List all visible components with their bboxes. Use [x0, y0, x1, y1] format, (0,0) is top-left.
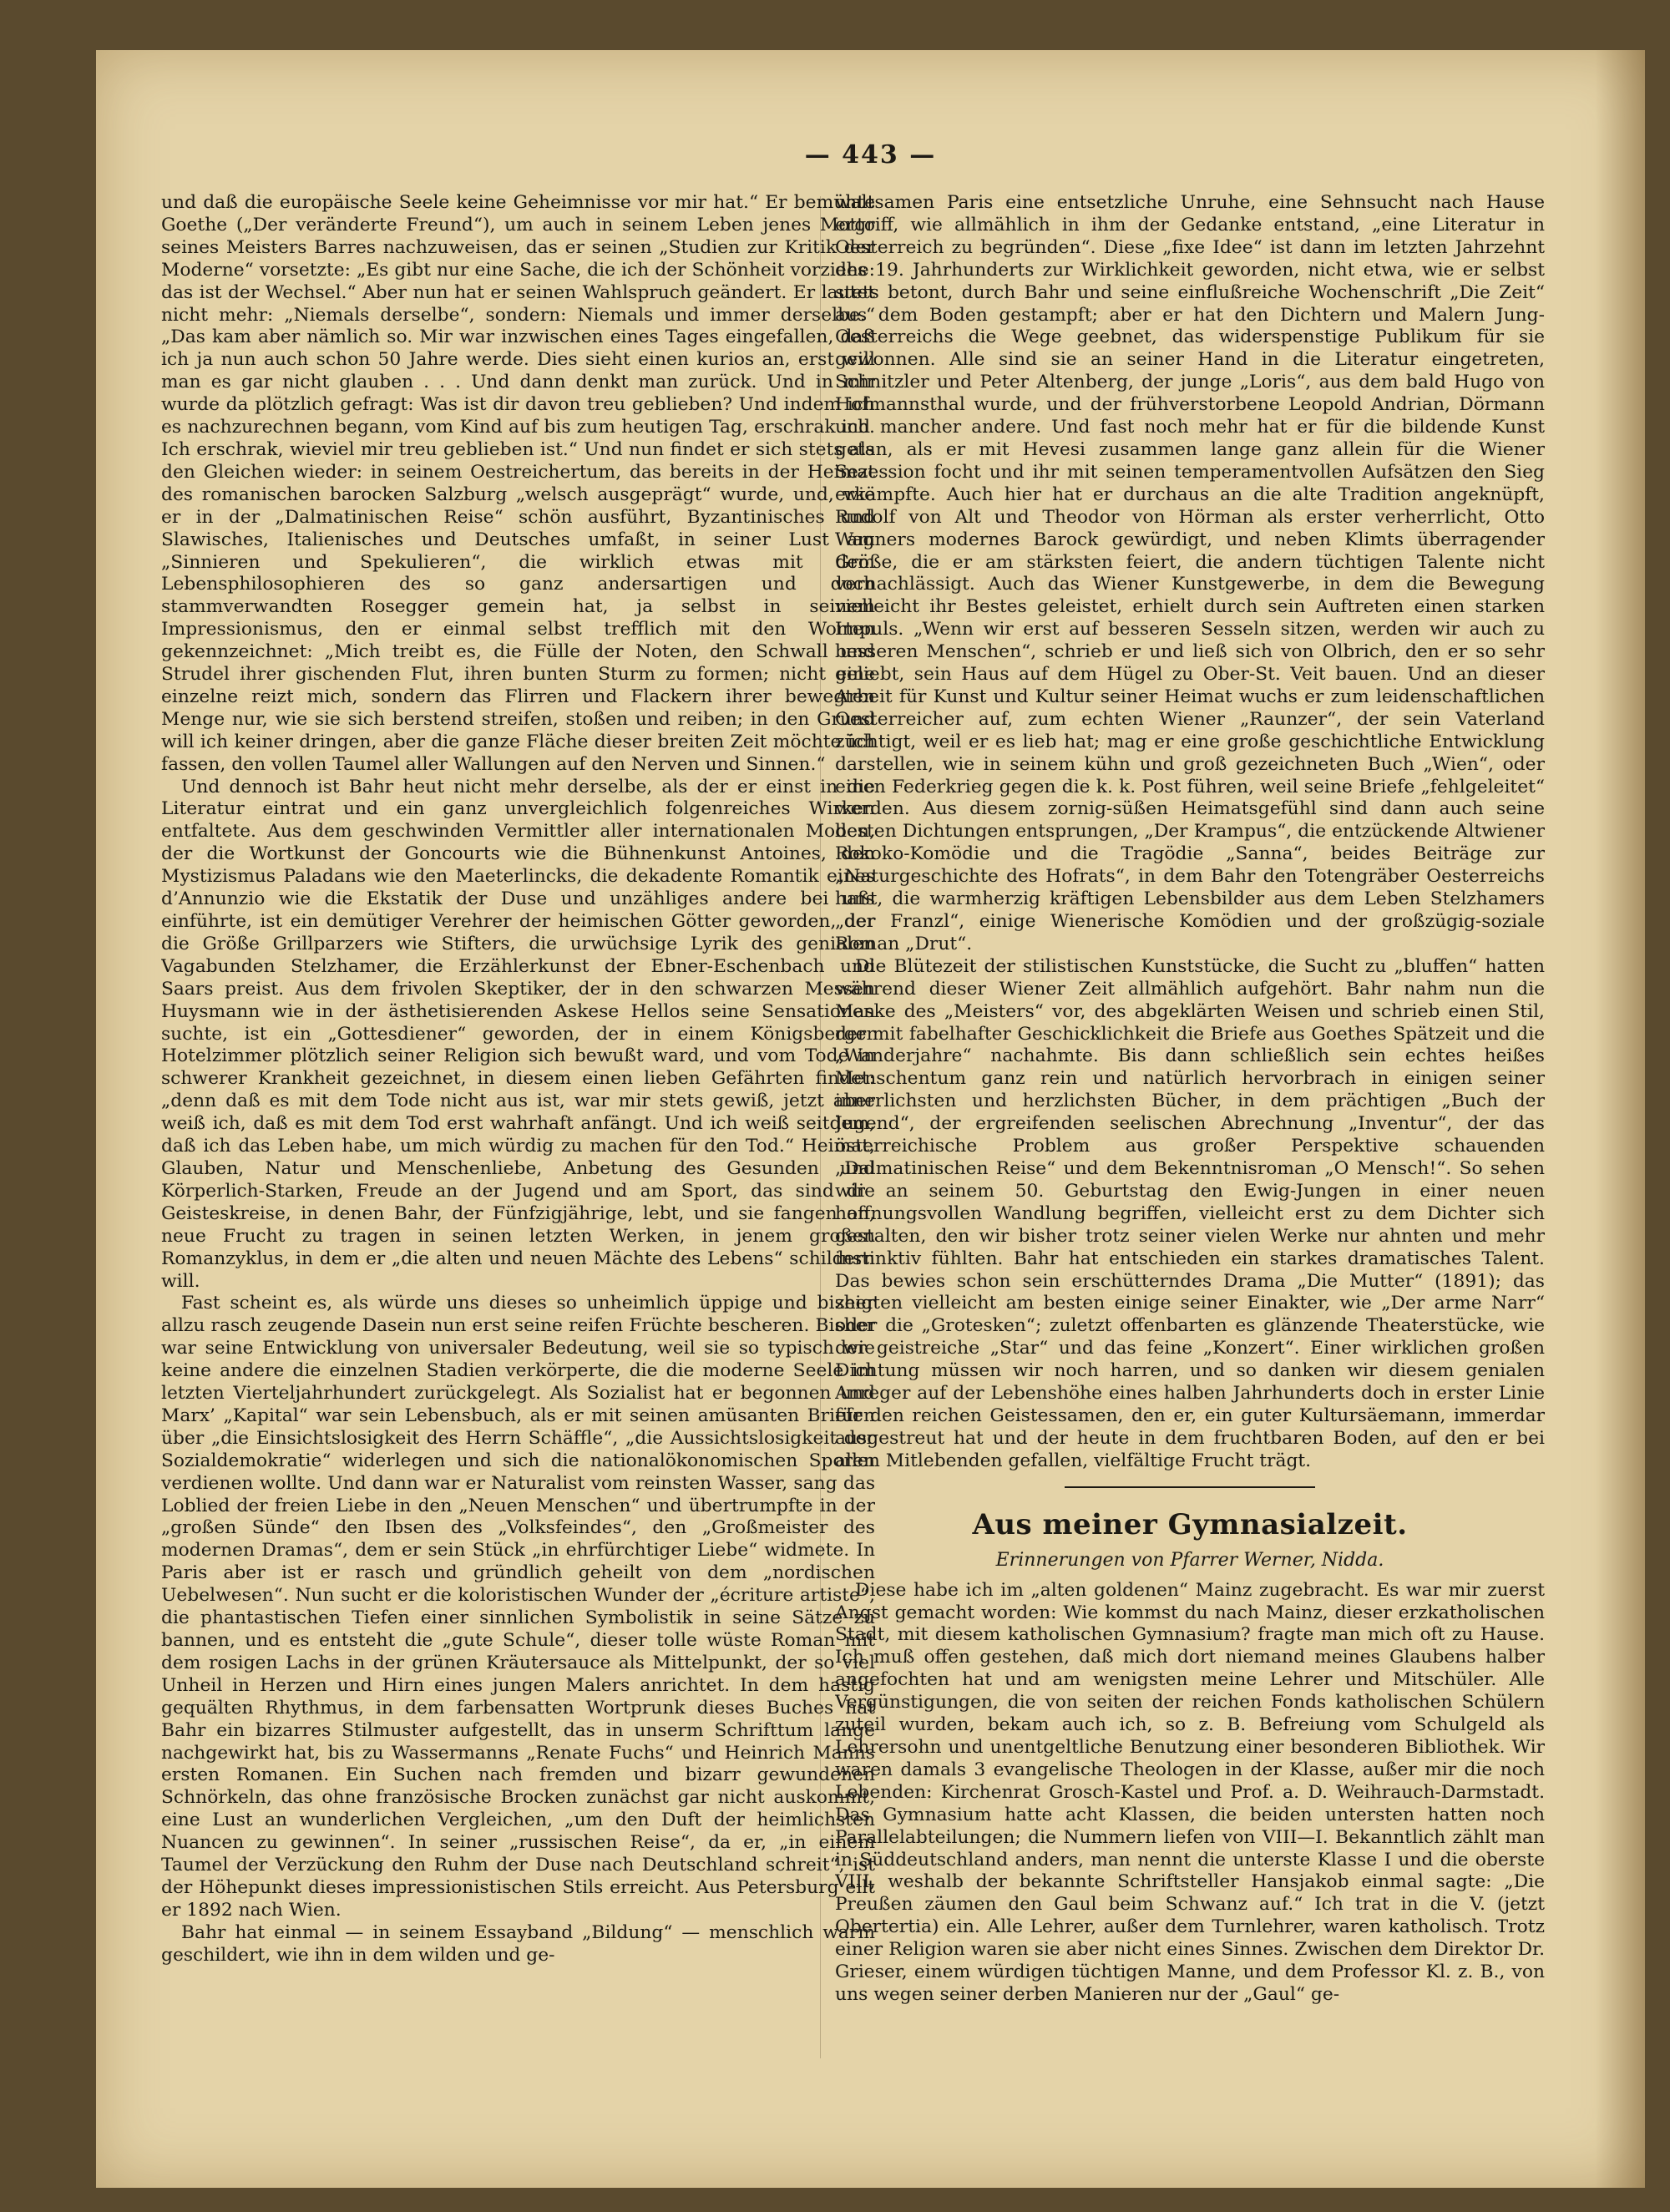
right-paragraph-2: Die Blütezeit der stilistischen Kunststücke, die Sucht zu „bluffen“ hatten während dieser Wiener Zeit allmählich aufgehört. Bahr nahm nun die Maske des „Meisters“ vor, des abgeklärten Weisen und schrieb einen Stil, der mit fabelhafter Geschicklichkeit die Briefe aus Goethes Spätzeit und die „Wanderjahre“ nachahmte. Bis dann schließlich sein echtes heißes Menschentum ganz rein und natürlich hervorbrach in einigen seiner innerlichsten und herzlichsten Bücher, in dem prächtigen „Buch der Jugend“, der ergreifenden seelischen Abrechnung „Inventur“, der das österreichische Problem aus großer Perspektive schauenden „Dalmatinischen Reise“ und dem Bekenntnisroman „O Mensch!“. So sehen wir an seinem 50. Geburtstag den Ewig-Jungen in einer neuen hoffnungsvollen Wandlung begriffen, vielleicht erst zu dem Dichter sich gestalten, den wir bisher trotz seiner vielen Werke nur ahnten und mehr instinktiv fühlten. Bahr hat entschieden ein starkes dramatisches Talent. Das bewies schon sein erschütterndes Drama „Die Mutter“ (1891); das zeigten vielleicht am besten einige seiner Einakter, wie „Der arme Narr“ oder die „Grotesken“; zuletzt offenbarten es glänzende Theaterstücke, wie der geistreiche „Star“ und das feine „Konzert“. Einer wirklichen großen Dichtung müssen wir noch harren, und so danken wir diesem genialen Anreger auf der Lebenshöhe eines halben Jahrhunderts doch in erster Linie für den reichen Geistessamen, den er, ein guter Kultursäemann, immerdar ausgestreut hat und der heute in dem fruchtbaren Boden, auf den er bei allen Mitlebenden gefallen, vielfältige Frucht trägt. — [835, 955, 1545, 1471]
left-paragraph-1: und daß die europäische Seele keine Geheimnisse vor mir hat.“ Er bemühte Goethe („Der veränderte Freund“), um auch in seinem Leben jenes Motto seines Meisters Barres nachzuweisen, das er seinen „Studien zur Kritik der Moderne“ vorsetzte: „Es gibt nur eine Sache, die ich der Schönheit vorziehe: das ist der Wechsel.“ Aber nun hat er seinen Wahlspruch geändert. Er lautet nicht mehr: „Niemals derselbe“, sondern: Niemals und immer derselbe.“ „Das kam aber nämlich so. Mir war inzwischen eines Tages eingefallen, daß ich ja nun auch schon 50 Jahre werde. Dies sieht einen kurios an, erst will man es gar nicht glauben . . . Und dann denkt man zurück. Und in mir wurde da plötzlich gefragt: Was ist dir davon treu geblieben? Und indem ich es nachzurechnen begann, vom Kind auf bis zum heutigen Tag, erschrak ich. Ich erschrak, wieviel mir treu geblieben ist.“ Und nun findet er sich stets als den Gleichen wieder: in seinem Oestreichertum, das bereits in der Heimat des romanischen barocken Salzburg „welsch ausgeprägt“ wurde, und, wie er in der „Dalmatinischen Reise“ schön ausführt, Byzantinisches und Slawisches, Italienisches und Deutsches umfaßt, in seiner Lust am „Sinnieren und Spekulieren“, die wirklich etwas mit dem Lebensphilosophieren des so ganz andersartigen und doch stammverwandten Rosegger gemein hat, ja selbst in seinem Impressionismus, den er einmal selbst trefflich mit den Worten gekennzeichnet: „Mich treibt es, die Fülle der Noten, den Schwall und Strudel ihrer gischenden Flut, ihren bunten Sturm zu formen; nicht eine einzelne reizt mich, sondern das Flirren und Flackern ihrer bewegten Menge nur, wie sie sich berstend streifen, stoßen und reiben; in den Grund will ich keiner dringen, aber die ganze Fläche dieser breiten Zeit möchte ich fassen, den vollen Taumel aller Wallungen auf den Nerven und Sinnen.“ — [161, 192, 875, 775]
left-paragraph-3: Fast scheint es, als würde uns dieses so unheimlich üppige und bisher allzu rasch zeugende Dasein nun erst seine reifen Früchte bescheren. Bisher war seine Entwicklung von universaler Bedeutung, weil sie so typisch wie keine andere die einzelnen Stadien verkörperte, die die moderne Seele im letzten Vierteljahrhundert zurückgelegt. Als Sozialist hat er begonnen und Marx’ „Kapital“ war sein Lebensbuch, als er mit seinen amüsanten Briefen über „die Einsichtslosigkeit des Herrn Schäffle“, „die Aussichtslosigkeit der Sozialdemokratie“ widerlegen und sich die nationalökonomischen Sporen verdienen wollte. Und dann war er Naturalist vom reinsten Wasser, sang das Loblied der freien Liebe in den „Neuen Menschen“ und übertrumpfte in der „großen Sünde“ den Ibsen des „Volksfeindes“, den „Großmeister des modernen Dramas“, dem er sein Stück „in ehrfürchtiger Liebe“ widmete. In Paris aber ist er rasch und gründlich geheilt von dem „nordischen Uebelwesen“. Nun sucht er die koloristischen Wunder der „écriture artiste“, die phantastischen Tiefen einer sinnlichen Symbolistik in seine Sätze zu bannen, und es entsteht die „gute Schule“, dieser tolle wüste Roman mit dem rosigen Lachs in der grünen Kräutersauce als Mittelpunkt, der so viel Unheil in Herzen und Hirn eines jungen Malers anrichtet. In dem hastig gequälten Rhythmus, in dem farbensatten Wortprunk dieses Buches hat Bahr ein bizarres Stilmuster aufgestellt, das in unserm Schrifttum lange nachgewirkt hat, bis zu Wassermanns „Renate Fuchs“ und Heinrich Manns ersten Romanen. Ein Suchen nach fremden und bizarr gewundenen Schnörkeln, das ohne französische Brocken zunächst gar nicht auskommt, eine Lust an wunderlichen Vergleichen, „um den Duft der heimlichsten Nuancen zu gewinnen“. In seiner „russischen Reise“, da er, „in einem Taumel der Verzückung den Ruhm der Duse nach Deutschland schreit“, ist der Höhepunkt dieses impressionistischen Stils erreicht. Aus Petersburg eilt er 1892 nach Wien. — [161, 1293, 875, 1921]
newspaper-page — [96, 50, 1645, 2188]
right-paragraph-1: waltsamen Paris eine entsetzliche Unruhe, eine Sehnsucht nach Hause ergriff, wie allmählich in ihm der Gedanke entstand, „eine Literatur in Oesterreich zu begründen“. Diese „fixe Idee“ ist dann im letzten Jahrzehnt des 19. Jahrhunderts zur Wirklichkeit geworden, nicht etwa, wie er selbst stets betont, durch Bahr und seine einflußreiche Wochenschrift „Die Zeit“ aus dem Boden gestampft; aber er hat den Dichtern und Malern Jung-Oesterreichs die Wege geebnet, das widerspenstige Publikum für sie gewonnen. Alle sind sie an seiner Hand in die Literatur eingetreten, Schnitzler und Peter Altenberg, der junge „Loris“, aus dem bald Hugo von Hofmannsthal wurde, und der frühverstorbene Leopold Andrian, Dörmann und mancher andere. Und fast noch mehr hat er für die bildende Kunst getan, als er mit Hevesi zusammen lange ganz allein für die Wiener Sezession focht und ihr mit seinen temperamentvollen Aufsätzen den Sieg erkämpfte. Auch hier hat er durchaus an die alte Tradition angeknüpft, Rudolf von Alt und Theodor von Hörman als erster verherrlicht, Otto Wagners modernes Barock gewürdigt, und neben Klimts überragender Größe, die er am stärksten feiert, die andern tüchtigen Talente nicht vernachlässigt. Auch das Wiener Kunstgewerbe, in dem die Bewegung vielleicht ihr Bestes geleistet, erhielt durch sein Auftreten einen starken Impuls. „Wenn wir erst auf besseren Sesseln sitzen, werden wir auch zu besseren Menschen“, schrieb er und ließ sich von Olbrich, den er so sehr geliebt, sein Haus auf dem Hügel zu Ober-St. Veit bauen. Und an dieser Arbeit für Kunst und Kultur seiner Heimat wuchs er zum leidenschaftlichen Oesterreicher auf, zum echten Wiener „Raunzer“, der sein Vaterland züchtigt, weil er es lieb hat; mag er eine große geschichtliche Entwicklung darstellen, wie in seinem kühn und groß gezeichneten Buch „Wien“, oder einen Federkrieg gegen die k. k. Post führen, weil seine Briefe „fehlgeleitet“ werden. Aus diesem zornig-süßen Heimatsgefühl sind dann auch seine besten Dichtungen entsprungen, „Der Krampus“, die entzückende Altwiener Rokoko-Komödie und die Tragödie „Sanna“, beides Beiträge zur „Naturgeschichte des Hofrats“, in dem Bahr den Totengräber Oesterreichs haßt, die warmherzig kräftigen Lebensbilder aus dem Leben Stelzhamers „der Franzl“, einige Wienerische Komödien und der großzügig-soziale Roman „Drut“. — [835, 192, 1545, 954]
page-number: — 443 — — [804, 140, 937, 170]
page-edge-shadow — [1595, 50, 1645, 2188]
left-paragraph-4: Bahr hat einmal — in seinem Essayband „Bildung“ — menschlich warm geschildert, wie ihn in dem wilden und ge- — [161, 1921, 875, 1966]
left-column — [161, 192, 875, 2071]
article-subtitle: Erinnerungen von Pfarrer Werner, Nidda. — [995, 1549, 1384, 1571]
article-title: Aus meiner Gymnasialzeit. — [972, 1507, 1408, 1541]
article-divider — [1065, 1486, 1315, 1488]
article-paragraph-1: Diese habe ich im „alten goldenen“ Mainz zugebracht. Es war mir zuerst Angst gemacht worden: Wie kommst du nach Mainz, dieser erzkatholischen Stadt, mit diesem katholischen Gymnasium? fragte man mich oft zu Hause. Ich muß offen gestehen, daß mich dort niemand meines Glaubens halber angefochten hat und am wenigsten meine Lehrer und Mitschüler. Alle Vergünstigungen, die von seiten der reichen Fonds katholischen Schülern zuteil wurden, bekam auch ich, so z. B. Befreiung vom Schulgeld als Lehrersohn und unentgeltliche Benutzung einer besonderen Bibliothek. Wir waren damals 3 evangelische Theologen in der Klasse, außer mir die noch Lebenden: Kirchenrat Grosch-Kastel und Prof. a. D. Weihrauch-Darmstadt. Das Gymnasium hatte acht Klassen, die beiden untersten hatten noch Parallelabteilungen; die Nummern liefen von VIII—I. Bekanntlich zählt man in Süddeutschland anders, man nennt die unterste Klasse I und die oberste VIII, weshalb der bekannte Schriftsteller Hansjakob einmal sagte: „Die Preußen zäumen den Gaul beim Schwanz auf.“ Ich trat in die V. (jetzt Obertertia) ein. Alle Lehrer, außer dem Turnlehrer, waren katholisch. Trotz einer Religion waren sie aber nicht eines Sinnes. Zwischen dem Direktor Dr. Grieser, einem würdigen tüchtigen Manne, und dem Professor Kl. z. B., von uns wegen seiner derben Manieren nur der „Gaul“ ge- — [835, 1579, 1545, 2005]
left-paragraph-2: Und dennoch ist Bahr heut nicht mehr derselbe, als der er einst in die Literatur eintrat und ein ganz unvergleichlich folgenreiches Wirken entfaltete. Aus dem geschwinden Vermittler aller internationalen Moden, der die Wortkunst der Goncourts wie die Bühnenkunst Antoines, den Mystizismus Paladans wie den Maeterlincks, die dekadente Romantik eines d’Annunzio wie die Ekstatik der Duse und unzähliges andere bei uns einführte, ist ein demütiger Verehrer der heimischen Götter geworden, der die Größe Grillparzers wie Stifters, die urwüchsige Lyrik des genialen Vagabunden Stelzhamer, die Erzählerkunst der Ebner-Eschenbach und Saars preist. Aus dem frivolen Skeptiker, der in den schwarzen Messen Huysmann wie in der ästhetisierenden Askese Hellos seine Sensationen suchte, ist ein „Gottesdiener“ geworden, der in einem Königsberger Hotelzimmer plötzlich seiner Religion sich bewußt ward, und vom Tode in schwerer Krankheit gezeichnet, in diesem einen lieben Gefährten findet: „denn daß es mit dem Tode nicht aus ist, war mir stets gewiß, jetzt aber weiß ich, daß es mit dem Tod erst wahrhaft anfängt. Und ich weiß seitdem, daß ich das Leben habe, um mich würdig zu machen für den Tod.“ Heimat, Glauben, Natur und Menschenliebe, Anbetung des Gesunden und Körperlich-Starken, Freude an der Jugend und am Sport, das sind die Geisteskreise, in denen Bahr, der Fünfzigjährige, lebt, und sie fangen an, neue Frucht zu tragen in seinen letzten Werken, in jenem großen Romanzyklus, in dem er „die alten und neuen Mächte des Lebens“ schildern will. — [161, 776, 875, 1292]
right-column — [835, 192, 1545, 2071]
